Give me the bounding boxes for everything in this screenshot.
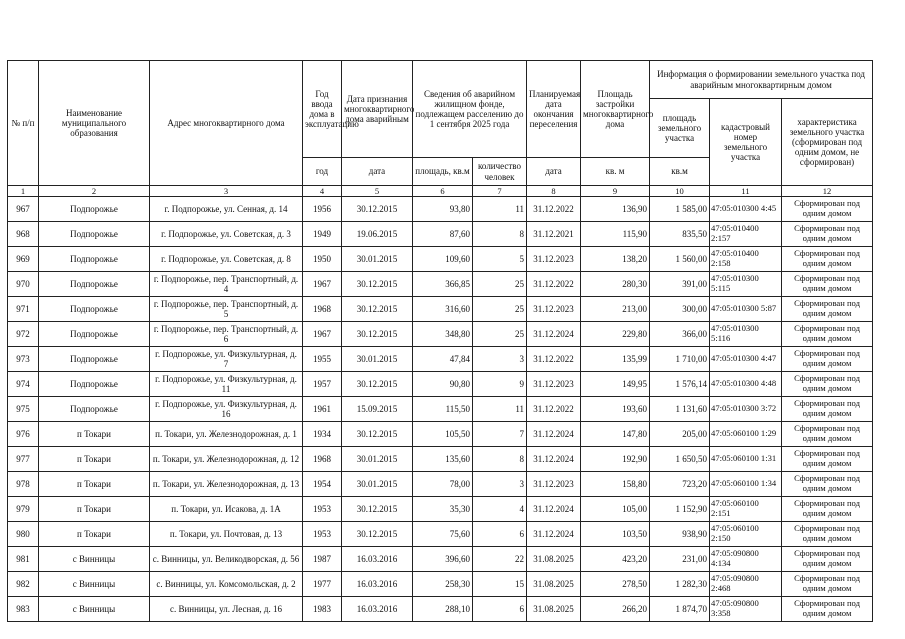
cell-land-area: 1 710,00 xyxy=(650,347,710,372)
cell-municipality: п Токари xyxy=(39,447,150,472)
cell-recognition-date: 30.12.2015 xyxy=(342,422,413,447)
cell-emergency-area: 288,10 xyxy=(413,597,473,622)
cell-building-area: 135,99 xyxy=(581,347,650,372)
cell-year: 1955 xyxy=(303,347,342,372)
cell-year: 1956 xyxy=(303,197,342,222)
cell-emergency-area: 366,85 xyxy=(413,272,473,297)
cell-municipality: Подпорожье xyxy=(39,372,150,397)
cell-people-count: 6 xyxy=(473,597,527,622)
cell-row-number: 983 xyxy=(8,597,39,622)
table-row xyxy=(8,322,873,347)
column-number: 4 xyxy=(303,186,342,197)
cell-row-number: 975 xyxy=(8,397,39,422)
cell-address: п. Токари, ул. Железнодорожная, д. 12 xyxy=(150,447,303,472)
cell-people-count: 15 xyxy=(473,572,527,597)
table-row xyxy=(8,222,873,247)
cell-building-area: 105,00 xyxy=(581,497,650,522)
cell-year: 1967 xyxy=(303,322,342,347)
cell-year: 1949 xyxy=(303,222,342,247)
cell-cadastral-number: 47:05:060100 1:29 xyxy=(710,422,782,447)
cell-address: г. Подпорожье, ул. Физкультурная, д. 7 xyxy=(150,347,303,372)
cell-row-number: 970 xyxy=(8,272,39,297)
cell-row-number: 972 xyxy=(8,322,39,347)
cell-land-characteristic: Сформирован под одним домом xyxy=(782,247,873,272)
cell-people-count: 9 xyxy=(473,372,527,397)
table-row xyxy=(8,197,873,222)
cell-land-area: 1 874,70 xyxy=(650,597,710,622)
column-number: 1 xyxy=(8,186,39,197)
cell-row-number: 971 xyxy=(8,297,39,322)
table-row xyxy=(8,297,873,322)
cell-building-area: 423,20 xyxy=(581,547,650,572)
cell-building-area: 278,50 xyxy=(581,572,650,597)
cell-people-count: 11 xyxy=(473,397,527,422)
cell-land-area: 723,20 xyxy=(650,472,710,497)
cell-year: 1968 xyxy=(303,297,342,322)
cell-cadastral-number: 47:05:010300 5:116 xyxy=(710,322,782,347)
cell-year: 1961 xyxy=(303,397,342,422)
cell-land-area: 231,00 xyxy=(650,547,710,572)
cell-planned-end: 31.12.2023 xyxy=(527,297,581,322)
cell-land-characteristic: Сформирован под одним домом xyxy=(782,197,873,222)
column-number: 2 xyxy=(39,186,150,197)
cell-cadastral-number: 47:05:090800 4:134 xyxy=(710,547,782,572)
cell-emergency-area: 135,60 xyxy=(413,447,473,472)
cell-planned-end: 31.12.2022 xyxy=(527,272,581,297)
cell-year: 1954 xyxy=(303,472,342,497)
cell-recognition-date: 30.01.2015 xyxy=(342,247,413,272)
emergency-housing-table xyxy=(7,60,873,622)
cell-cadastral-number: 47:05:090800 3:358 xyxy=(710,597,782,622)
cell-address: г. Подпорожье, ул. Физкультурная, д. 11 xyxy=(150,372,303,397)
cell-address: г. Подпорожье, ул. Советская, д. 8 xyxy=(150,247,303,272)
cell-recognition-date: 30.12.2015 xyxy=(342,522,413,547)
cell-planned-end: 31.12.2024 xyxy=(527,497,581,522)
cell-land-characteristic: Сформирован под одним домом xyxy=(782,272,873,297)
cell-cadastral-number: 47:05:010300 5:87 xyxy=(710,297,782,322)
cell-planned-end: 31.08.2025 xyxy=(527,572,581,597)
cell-people-count: 3 xyxy=(473,472,527,497)
cell-row-number: 976 xyxy=(8,422,39,447)
table-row xyxy=(8,497,873,522)
cell-cadastral-number: 47:05:010300 5:115 xyxy=(710,272,782,297)
cell-address: г. Подпорожье, пер. Транспортный, д. 5 xyxy=(150,297,303,322)
cell-people-count: 5 xyxy=(473,247,527,272)
cell-municipality: Подпорожье xyxy=(39,297,150,322)
cell-planned-end: 31.12.2022 xyxy=(527,347,581,372)
cell-building-area: 229,80 xyxy=(581,322,650,347)
cell-emergency-area: 115,50 xyxy=(413,397,473,422)
cell-address: г. Подпорожье, пер. Транспортный, д. 6 xyxy=(150,322,303,347)
table-row xyxy=(8,572,873,597)
cell-planned-end: 31.12.2022 xyxy=(527,397,581,422)
cell-land-characteristic: Сформирован под одним домом xyxy=(782,372,873,397)
cell-row-number: 968 xyxy=(8,222,39,247)
cell-row-number: 980 xyxy=(8,522,39,547)
cell-year: 1968 xyxy=(303,447,342,472)
column-number: 8 xyxy=(527,186,581,197)
cell-land-characteristic: Сформирован под одним домом xyxy=(782,397,873,422)
header-land-info: Информация о формировании земельного участка под аварийным многоквартирным домом xyxy=(650,61,873,99)
header-year: Год ввода дома в эксплуатацию xyxy=(303,61,342,158)
cell-year: 1987 xyxy=(303,547,342,572)
cell-building-area: 103,50 xyxy=(581,522,650,547)
cell-address: г. Подпорожье, ул. Физкультурная, д. 16 xyxy=(150,397,303,422)
cell-cadastral-number: 47:05:010400 2:157 xyxy=(710,222,782,247)
column-number: 10 xyxy=(650,186,710,197)
cell-row-number: 974 xyxy=(8,372,39,397)
cell-land-characteristic: Сформирован под одним домом xyxy=(782,597,873,622)
cell-land-characteristic: Сформирован под одним домом xyxy=(782,572,873,597)
cell-land-area: 205,00 xyxy=(650,422,710,447)
cell-cadastral-number: 47:05:010300 3:72 xyxy=(710,397,782,422)
header-municipality: Наименование муниципального образования xyxy=(39,61,150,186)
cell-land-characteristic: Сформирован под одним домом xyxy=(782,447,873,472)
cell-land-characteristic: Сформирован под одним домом xyxy=(782,422,873,447)
cell-recognition-date: 16.03.2016 xyxy=(342,547,413,572)
cell-cadastral-number: 47:05:010300 4:45 xyxy=(710,197,782,222)
cell-people-count: 25 xyxy=(473,322,527,347)
cell-municipality: с Винницы xyxy=(39,572,150,597)
header-address: Адрес многоквартирного дома xyxy=(150,61,303,186)
cell-address: п. Токари, ул. Исакова, д. 1А xyxy=(150,497,303,522)
header-cadastral: кадастровый номер земельного участка xyxy=(710,99,782,186)
cell-municipality: Подпорожье xyxy=(39,322,150,347)
cell-land-characteristic: Сформирован под одним домом xyxy=(782,297,873,322)
cell-address: п. Токари, ул. Почтовая, д. 13 xyxy=(150,522,303,547)
cell-building-area: 138,20 xyxy=(581,247,650,272)
cell-address: п. Токари, ул. Железнодорожная, д. 1 xyxy=(150,422,303,447)
cell-recognition-date: 16.03.2016 xyxy=(342,597,413,622)
cell-land-characteristic: Сформирован под одним домом xyxy=(782,347,873,372)
cell-land-area: 938,90 xyxy=(650,522,710,547)
column-number: 12 xyxy=(782,186,873,197)
cell-recognition-date: 30.12.2015 xyxy=(342,322,413,347)
cell-year: 1950 xyxy=(303,247,342,272)
cell-municipality: с Винницы xyxy=(39,547,150,572)
cell-planned-end: 31.12.2024 xyxy=(527,422,581,447)
unit-year: год xyxy=(303,158,342,186)
cell-planned-end: 31.12.2023 xyxy=(527,247,581,272)
header-planned-end: Планируемая дата окончания переселения xyxy=(527,61,581,158)
header-building-area: Площадь застройки многоквартирного дома xyxy=(581,61,650,158)
cell-building-area: 158,80 xyxy=(581,472,650,497)
cell-municipality: Подпорожье xyxy=(39,197,150,222)
table-row xyxy=(8,372,873,397)
cell-recognition-date: 30.12.2015 xyxy=(342,297,413,322)
cell-year: 1953 xyxy=(303,497,342,522)
cell-year: 1953 xyxy=(303,522,342,547)
cell-emergency-area: 93,80 xyxy=(413,197,473,222)
cell-row-number: 982 xyxy=(8,572,39,597)
table-row xyxy=(8,347,873,372)
cell-cadastral-number: 47:05:010300 4:48 xyxy=(710,372,782,397)
cell-address: с. Винницы, ул. Комсомольская, д. 2 xyxy=(150,572,303,597)
cell-recognition-date: 19.06.2015 xyxy=(342,222,413,247)
table-row xyxy=(8,547,873,572)
cell-emergency-area: 78,00 xyxy=(413,472,473,497)
column-number: 5 xyxy=(342,186,413,197)
cell-row-number: 969 xyxy=(8,247,39,272)
cell-municipality: Подпорожье xyxy=(39,222,150,247)
cell-land-characteristic: Сформирован под одним домом xyxy=(782,222,873,247)
cell-land-area: 1 585,00 xyxy=(650,197,710,222)
header-emergency-fund: Сведения об аварийном жилищном фонде, подлежащем расселению до 1 сентября 2025 года xyxy=(413,61,527,158)
cell-emergency-area: 87,60 xyxy=(413,222,473,247)
cell-planned-end: 31.08.2025 xyxy=(527,547,581,572)
cell-people-count: 11 xyxy=(473,197,527,222)
cell-land-characteristic: Сформирован под одним домом xyxy=(782,472,873,497)
cell-row-number: 981 xyxy=(8,547,39,572)
cell-year: 1967 xyxy=(303,272,342,297)
cell-row-number: 978 xyxy=(8,472,39,497)
cell-cadastral-number: 47:05:010300 4:47 xyxy=(710,347,782,372)
cell-recognition-date: 30.12.2015 xyxy=(342,272,413,297)
cell-land-area: 300,00 xyxy=(650,297,710,322)
cell-recognition-date: 30.01.2015 xyxy=(342,347,413,372)
column-number: 7 xyxy=(473,186,527,197)
cell-recognition-date: 30.01.2015 xyxy=(342,472,413,497)
cell-land-area: 1 282,30 xyxy=(650,572,710,597)
column-number: 11 xyxy=(710,186,782,197)
unit-people: количество человек xyxy=(473,158,527,186)
cell-cadastral-number: 47:05:060100 1:34 xyxy=(710,472,782,497)
column-number: 6 xyxy=(413,186,473,197)
cell-municipality: Подпорожье xyxy=(39,272,150,297)
cell-land-area: 1 152,90 xyxy=(650,497,710,522)
cell-emergency-area: 35,30 xyxy=(413,497,473,522)
cell-recognition-date: 16.03.2016 xyxy=(342,572,413,597)
cell-municipality: с Винницы xyxy=(39,597,150,622)
cell-land-area: 366,00 xyxy=(650,322,710,347)
cell-municipality: п Токари xyxy=(39,472,150,497)
table-row xyxy=(8,522,873,547)
cell-planned-end: 31.08.2025 xyxy=(527,597,581,622)
header-land-characteristic: характеристика земельного участка (сформирован под одним домом, не сформирован) xyxy=(782,99,873,186)
cell-municipality: Подпорожье xyxy=(39,247,150,272)
cell-land-characteristic: Сформирован под одним домом xyxy=(782,522,873,547)
cell-row-number: 977 xyxy=(8,447,39,472)
cell-building-area: 115,90 xyxy=(581,222,650,247)
cell-people-count: 8 xyxy=(473,222,527,247)
table-row xyxy=(8,247,873,272)
unit-sqm: кв. м xyxy=(581,158,650,186)
cell-row-number: 979 xyxy=(8,497,39,522)
cell-emergency-area: 316,60 xyxy=(413,297,473,322)
unit-area: площадь, кв.м xyxy=(413,158,473,186)
cell-planned-end: 31.12.2024 xyxy=(527,447,581,472)
cell-land-characteristic: Сформирован под одним домом xyxy=(782,497,873,522)
table-row xyxy=(8,397,873,422)
cell-land-area: 1 576,14 xyxy=(650,372,710,397)
cell-building-area: 147,80 xyxy=(581,422,650,447)
cell-municipality: п Токари xyxy=(39,422,150,447)
header-num: № п/п xyxy=(8,61,39,186)
cell-land-characteristic: Сформирован под одним домом xyxy=(782,322,873,347)
cell-cadastral-number: 47:05:060100 2:151 xyxy=(710,497,782,522)
cell-municipality: п Токари xyxy=(39,497,150,522)
cell-emergency-area: 75,60 xyxy=(413,522,473,547)
unit-sqm-land: кв.м xyxy=(650,158,710,186)
cell-row-number: 973 xyxy=(8,347,39,372)
cell-people-count: 4 xyxy=(473,497,527,522)
cell-recognition-date: 15.09.2015 xyxy=(342,397,413,422)
cell-municipality: п Токари xyxy=(39,522,150,547)
cell-recognition-date: 30.12.2015 xyxy=(342,372,413,397)
cell-building-area: 192,90 xyxy=(581,447,650,472)
cell-building-area: 193,60 xyxy=(581,397,650,422)
cell-cadastral-number: 47:05:010400 2:158 xyxy=(710,247,782,272)
cell-emergency-area: 258,30 xyxy=(413,572,473,597)
cell-planned-end: 31.12.2024 xyxy=(527,522,581,547)
cell-building-area: 136,90 xyxy=(581,197,650,222)
cell-emergency-area: 396,60 xyxy=(413,547,473,572)
cell-emergency-area: 109,60 xyxy=(413,247,473,272)
cell-land-area: 1 650,50 xyxy=(650,447,710,472)
cell-people-count: 3 xyxy=(473,347,527,372)
cell-people-count: 7 xyxy=(473,422,527,447)
cell-year: 1977 xyxy=(303,572,342,597)
cell-address: с. Винницы, ул. Великодворская, д. 56 xyxy=(150,547,303,572)
cell-land-area: 1 560,00 xyxy=(650,247,710,272)
column-number: 9 xyxy=(581,186,650,197)
cell-emergency-area: 90,80 xyxy=(413,372,473,397)
cell-people-count: 8 xyxy=(473,447,527,472)
table-body xyxy=(8,197,873,622)
cell-cadastral-number: 47:05:060100 1:31 xyxy=(710,447,782,472)
cell-municipality: Подпорожье xyxy=(39,397,150,422)
cell-land-area: 835,50 xyxy=(650,222,710,247)
cell-planned-end: 31.12.2023 xyxy=(527,372,581,397)
cell-year: 1957 xyxy=(303,372,342,397)
table-header xyxy=(8,61,873,197)
cell-people-count: 25 xyxy=(473,297,527,322)
cell-address: п. Токари, ул. Железнодорожная, д. 13 xyxy=(150,472,303,497)
cell-people-count: 22 xyxy=(473,547,527,572)
cell-planned-end: 31.12.2022 xyxy=(527,197,581,222)
cell-address: г. Подпорожье, ул. Сенная, д. 14 xyxy=(150,197,303,222)
cell-building-area: 213,00 xyxy=(581,297,650,322)
cell-year: 1934 xyxy=(303,422,342,447)
column-number-row xyxy=(8,186,873,197)
column-number: 3 xyxy=(150,186,303,197)
header-recognition-date: Дата признания многоквартирного дома аварийным xyxy=(342,61,413,158)
cell-emergency-area: 105,50 xyxy=(413,422,473,447)
cell-emergency-area: 348,80 xyxy=(413,322,473,347)
cell-people-count: 25 xyxy=(473,272,527,297)
resettlement-table-sheet xyxy=(7,60,873,622)
table-row xyxy=(8,597,873,622)
table-row xyxy=(8,472,873,497)
cell-building-area: 149,95 xyxy=(581,372,650,397)
cell-emergency-area: 47,84 xyxy=(413,347,473,372)
table-row xyxy=(8,447,873,472)
cell-recognition-date: 30.12.2015 xyxy=(342,497,413,522)
cell-recognition-date: 30.01.2015 xyxy=(342,447,413,472)
cell-recognition-date: 30.12.2015 xyxy=(342,197,413,222)
cell-planned-end: 31.12.2024 xyxy=(527,322,581,347)
cell-land-area: 391,00 xyxy=(650,272,710,297)
table-row xyxy=(8,272,873,297)
cell-address: г. Подпорожье, пер. Транспортный, д. 4 xyxy=(150,272,303,297)
cell-address: с. Винницы, ул. Лесная, д. 16 xyxy=(150,597,303,622)
cell-year: 1983 xyxy=(303,597,342,622)
cell-planned-end: 31.12.2021 xyxy=(527,222,581,247)
cell-municipality: Подпорожье xyxy=(39,347,150,372)
cell-land-characteristic: Сформирован под одним домом xyxy=(782,547,873,572)
table-row xyxy=(8,422,873,447)
cell-cadastral-number: 47:05:090800 2:468 xyxy=(710,572,782,597)
header-land-area: площадь земельного участка xyxy=(650,99,710,158)
cell-address: г. Подпорожье, ул. Советская, д. 3 xyxy=(150,222,303,247)
unit-date-end: дата xyxy=(527,158,581,186)
cell-building-area: 266,20 xyxy=(581,597,650,622)
cell-cadastral-number: 47:05:060100 2:150 xyxy=(710,522,782,547)
cell-planned-end: 31.12.2023 xyxy=(527,472,581,497)
cell-land-area: 1 131,60 xyxy=(650,397,710,422)
cell-building-area: 280,30 xyxy=(581,272,650,297)
unit-date: дата xyxy=(342,158,413,186)
cell-row-number: 967 xyxy=(8,197,39,222)
cell-people-count: 6 xyxy=(473,522,527,547)
